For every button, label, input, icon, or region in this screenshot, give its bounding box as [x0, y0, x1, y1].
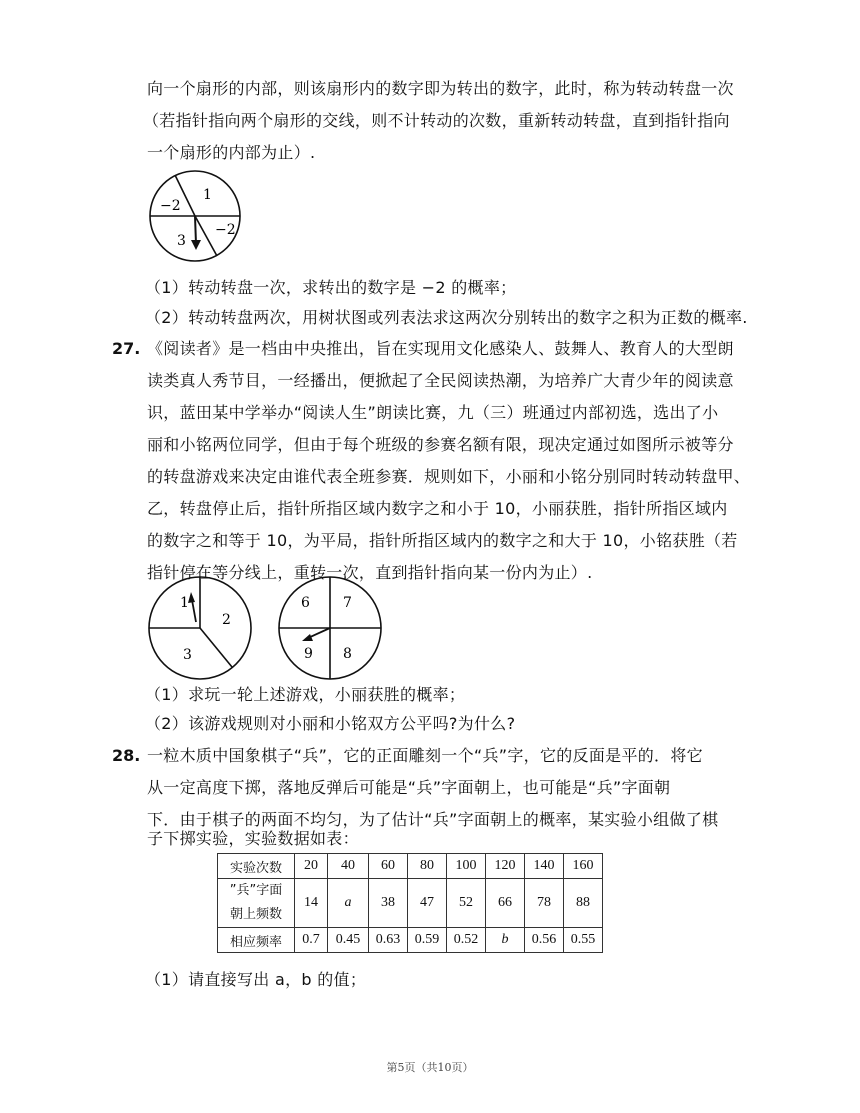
spinner-a-label-1: 1: [180, 595, 189, 611]
q27-line-3: 识，蓝田某中学举办“阅读人生”朗读比赛，九（三）班通过内部初选，选出了小: [147, 403, 719, 422]
q26-intro-line-3: 一个扇形的内部为止）.: [147, 143, 316, 162]
table-cell: 88: [564, 879, 603, 928]
table-cell: 40: [328, 854, 369, 879]
q27-number: 27.: [112, 339, 141, 358]
spinner-1-label-neg2-left: −2: [160, 198, 181, 214]
page-footer: 第5页（共10页）: [386, 1061, 474, 1074]
table-header-relative-frequency: 相应频率: [218, 928, 295, 953]
table-cell: 38: [369, 879, 408, 928]
table-header-frequency: [218, 879, 295, 928]
q26-part-1: （1）转动转盘一次，求转出的数字是 −2 的概率；: [145, 278, 517, 297]
table-cell: 52: [447, 879, 486, 928]
spinner-b-label-6: 6: [301, 595, 310, 611]
table-cell: 20: [295, 854, 328, 879]
table-cell: 100: [447, 854, 486, 879]
q27-line-8: 指针停在等分线上，重转一次，直到指针指向某一份内为止）.: [147, 563, 593, 582]
table-cell: 0.52: [447, 928, 486, 953]
spinner-figure-a: [147, 575, 253, 685]
spinner-a-label-2: 2: [222, 612, 231, 628]
spinner-1-label-3: 3: [177, 233, 186, 249]
table-cell: 78: [525, 879, 564, 928]
table-cell: 66: [486, 879, 525, 928]
q28-line-3: 下．由于棋子的两面不均匀，为了估计“兵”字面朝上的概率，某实验小组做了棋: [147, 810, 719, 829]
table-row: [218, 879, 603, 928]
table-cell: 0.45: [328, 928, 369, 953]
table-cell: 160: [564, 854, 603, 879]
experiment-data-table: [217, 853, 603, 953]
q26-intro-line-1: 向一个扇形的内部，则该扇形内的数字即为转出的数字，此时，称为转动转盘一次: [147, 79, 734, 98]
table-cell: 120: [486, 854, 525, 879]
spinner-1-label-1: 1: [203, 187, 212, 203]
q27-line-2: 读类真人秀节目，一经播出，便掀起了全民阅读热潮，为培养广大青少年的阅读意: [147, 371, 734, 390]
table-cell: 60: [369, 854, 408, 879]
q27-line-1: 《阅读者》是一档由中央推出，旨在实现用文化感染人、鼓舞人、教育人的大型朗: [147, 339, 734, 358]
q27-part-2: （2）该游戏规则对小丽和小铭双方公平吗?为什么?: [145, 714, 516, 733]
q28-line-4: 子下掷实验，实验数据如表：: [147, 829, 359, 848]
table-cell: 0.63: [369, 928, 408, 953]
spinner-b-label-9: 9: [304, 646, 313, 662]
table-cell: 0.7: [295, 928, 328, 953]
q27-line-4: 丽和小铭两位同学，但由于每个班级的参赛名额有限，现决定通过如图所示被等分: [147, 435, 734, 454]
table-cell: b: [486, 928, 525, 953]
table-row: [218, 854, 603, 879]
table-row: [218, 928, 603, 953]
table-header-trials: 实验次数: [218, 854, 295, 879]
spinner-a-label-3: 3: [183, 647, 192, 663]
q27-line-5: 的转盘游戏来决定由谁代表全班参赛．规则如下，小丽和小铭分别同时转动转盘甲、: [147, 467, 751, 486]
spinner-1-label-neg2-right: −2: [215, 222, 236, 238]
q27-part-1: （1）求玩一轮上述游戏，小丽获胜的概率；: [145, 685, 466, 704]
table-cell: 140: [525, 854, 564, 879]
table-cell: 0.55: [564, 928, 603, 953]
q26-intro-line-2: （若指针指向两个扇形的交线，则不计转动的次数，重新转动转盘，直到指针指向: [143, 111, 730, 130]
spinner-b-label-7: 7: [343, 595, 352, 611]
q27-line-7: 的数字之和等于 10，为平局，指针所指区域内的数字之和大于 10，小铭获胜（若: [147, 531, 738, 550]
spinner-b-label-8: 8: [343, 646, 352, 662]
q26-part-2: （2）转动转盘两次，用树状图或列表法求这两次分别转出的数字之积为正数的概率.: [145, 308, 748, 327]
q28-part-1: （1）请直接写出 a，b 的值；: [145, 970, 367, 989]
table-cell: 14: [295, 879, 328, 928]
q28-line-2: 从一定高度下掷，落地反弹后可能是“兵”字面朝上，也可能是“兵”字面朝: [147, 778, 671, 797]
table-cell: a: [328, 879, 369, 928]
table-cell: 47: [408, 879, 447, 928]
q28-line-1: 一粒木质中国象棋子“兵”，它的正面雕刻一个“兵”字，它的反面是平的．将它: [147, 746, 703, 765]
table-header-frequency-line-1: ”兵”字面: [229, 883, 283, 898]
table-cell: 0.59: [408, 928, 447, 953]
table-cell: 0.56: [525, 928, 564, 953]
q28-number: 28.: [112, 746, 141, 765]
q27-line-6: 乙，转盘停止后，指针所指区域内数字之和小于 10，小丽获胜，指针所指区域内: [147, 499, 728, 518]
spinner-figure-1: [145, 168, 245, 268]
table-cell: 80: [408, 854, 447, 879]
table-header-frequency-line-2: 朝上频数: [229, 907, 282, 922]
spinner-figure-b: [277, 575, 383, 685]
